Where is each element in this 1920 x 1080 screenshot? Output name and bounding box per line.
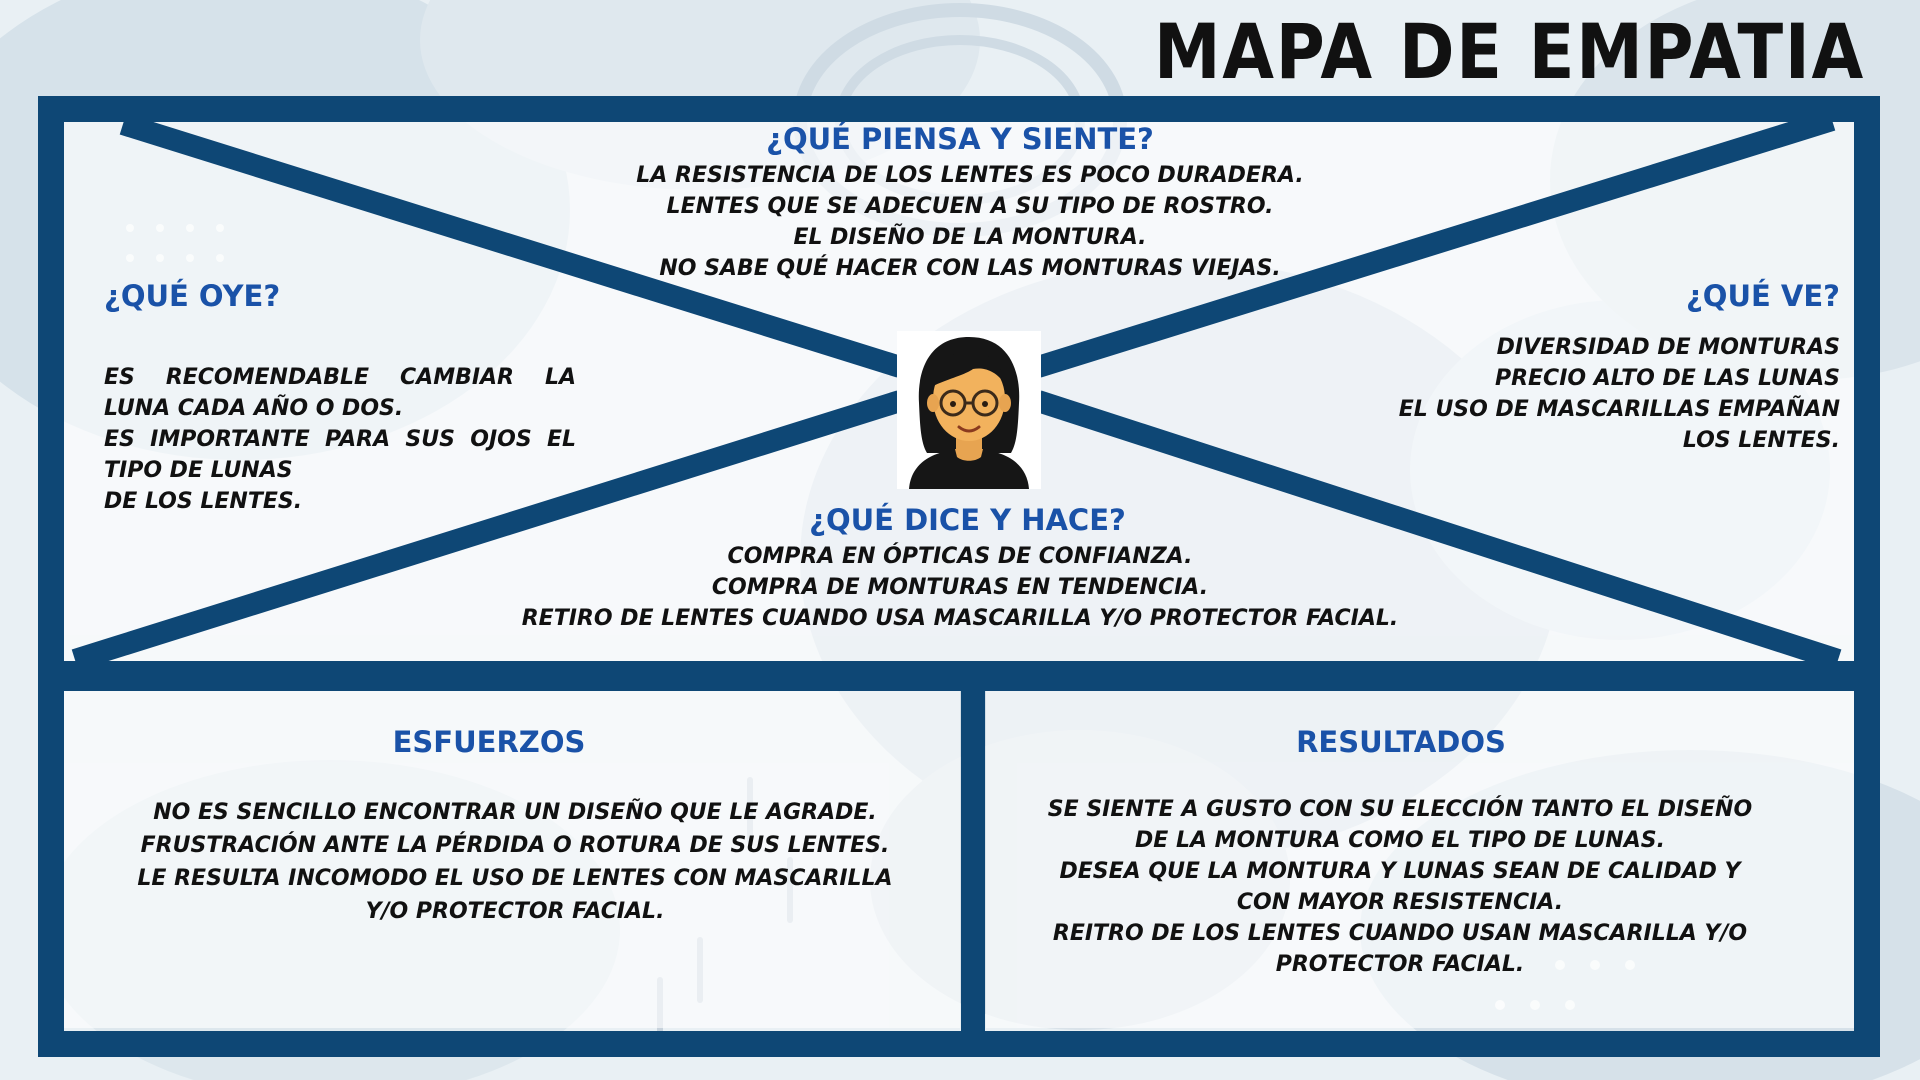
list-item: PROTECTOR FACIAL. [1275,952,1525,977]
section-title-dice-hace: ¿QUÉ DICE Y HACE? [809,503,1126,537]
section-text-esfuerzos [70,796,960,928]
section-text-piensa-siente [560,160,1380,284]
list-item: SE SIENTE A GUSTO CON SU ELECCIÓN TANTO EL DISEÑO [1047,797,1753,822]
section-text-resultados [990,794,1810,980]
list-item: REITRO DE LOS LENTES CUANDO USAN MASCARILLA Y/O [1052,921,1748,946]
list-item: DIVERSIDAD DE MONTURAS [1496,335,1840,360]
section-text-ve [1280,332,1840,456]
list-item: NO SABE QUÉ HACER CON LAS MONTURAS VIEJAS. [659,256,1281,281]
list-item: LE RESULTA INCOMODO EL USO DE LENTES CON MASCARILLA [137,866,893,891]
list-item: PRECIO ALTO DE LAS LUNAS [1494,366,1840,391]
list-item: NO ES SENCILLO ENCONTRAR UN DISEÑO QUE LE AGRADE. [153,800,877,825]
list-item: ES IMPORTANTE PARA SUS OJOS EL TIPO DE LUNAS [104,427,576,483]
list-item: RETIRO DE LENTES CUANDO USA MASCARILLA Y/O PROTECTOR FACIAL. [521,606,1399,631]
list-item: COMPRA EN ÓPTICAS DE CONFIANZA. [727,544,1193,569]
page-title: MAPA DE EMPATIA [1153,7,1865,96]
section-title-piensa-siente: ¿QUÉ PIENSA Y SIENTE? [766,122,1154,156]
woman-with-glasses-avatar-icon [897,331,1041,489]
list-item: COMPRA DE MONTURAS EN TENDENCIA. [711,575,1209,600]
section-title-ve: ¿QUÉ VE? [1685,279,1840,313]
list-item: EL DISEÑO DE LA MONTURA. [793,225,1147,250]
section-title-resultados: RESULTADOS [1296,725,1506,759]
persona-avatar [897,331,1041,489]
list-item: ES RECOMENDABLE CAMBIAR LA LUNA CADA AÑO O DOS. [104,365,576,421]
list-item: FRUSTRACIÓN ANTE LA PÉRDIDA O ROTURA DE SUS LENTES. [140,833,890,858]
list-item: LENTES QUE SE ADECUEN A SU TIPO DE ROSTRO. [666,194,1274,219]
section-title-oye: ¿QUÉ OYE? [104,279,281,313]
list-item: DE LOS LENTES. [104,489,303,514]
section-text-oye [104,362,576,517]
list-item: LOS LENTES. [1682,428,1840,453]
list-item: EL USO DE MASCARILLAS EMPAÑAN [1398,397,1840,422]
list-item: DESEA QUE LA MONTURA Y LUNAS SEAN DE CALIDAD Y [1059,859,1741,884]
list-item: LA RESISTENCIA DE LOS LENTES ES POCO DURADERA. [636,163,1304,188]
section-text-dice-hace [470,541,1450,634]
list-item: DE LA MONTURA COMO EL TIPO DE LUNAS. [1135,828,1665,853]
section-title-esfuerzos: ESFUERZOS [392,725,586,759]
list-item: Y/O PROTECTOR FACIAL. [365,899,665,924]
list-item: CON MAYOR RESISTENCIA. [1236,890,1564,915]
